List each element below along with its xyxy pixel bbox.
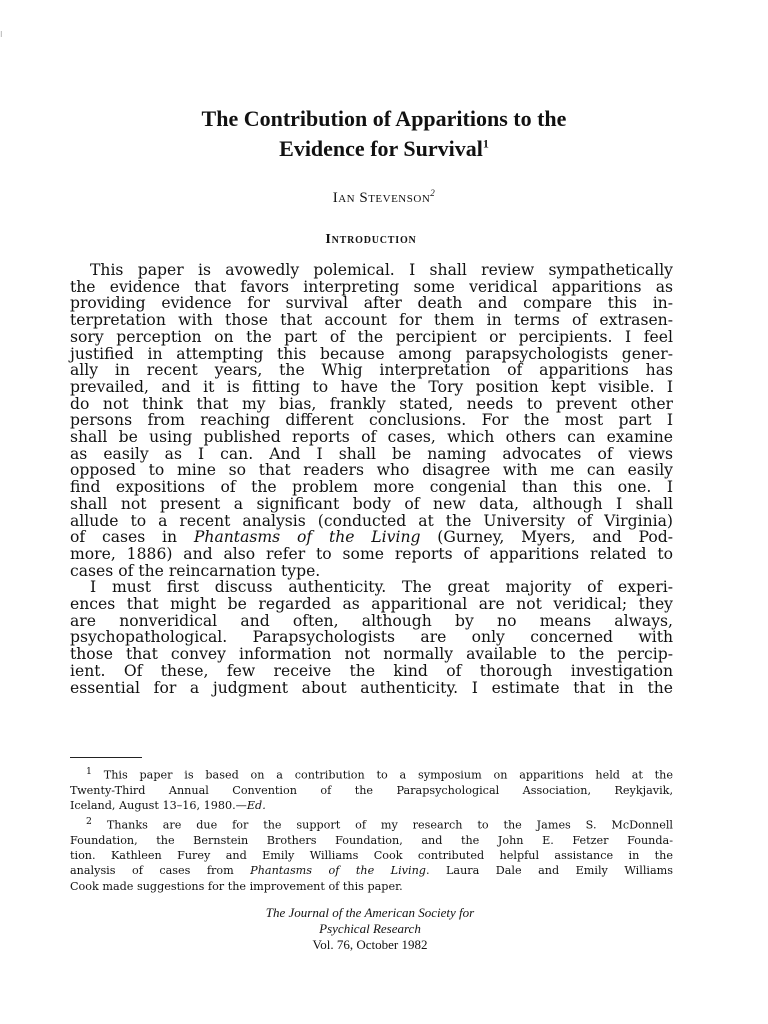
body-line: terpretation with those that account for them in terms of extrasen- <box>70 311 673 330</box>
footnote-1-line: $^1$ This paper is based on a contribution to a symposium on apparitions held at the <box>86 766 673 782</box>
footnote-1-line: Twenty-Third Annual Convention of the Parapsychological Association, Reykjavik, <box>70 784 673 798</box>
footnote-2-line: analysis of cases from Phantasms of the Living. Laura Dale and Emily Williams <box>70 864 673 878</box>
footnote-2-line: $^2$ Thanks are due for the support of my research to the James S. McDonnell <box>86 815 673 832</box>
body-line: prevailed, and it is fitting to have the Tory position kept visible. I <box>70 377 673 396</box>
body-line: the evidence that favors interpreting some veridical apparitions as <box>70 277 673 296</box>
body-text <box>70 262 673 696</box>
title-footnote-marker[interactable]: 1 <box>482 136 489 151</box>
body-line: essential for a judgment about authenticity. I estimate that in the <box>70 678 673 697</box>
body-line: I must first discuss authenticity. The great majority of experi- <box>90 578 673 597</box>
footnote-divider <box>70 757 142 758</box>
author-footnote-marker[interactable]: 2 <box>430 188 436 198</box>
body-line: find expositions of the problem more congenial than this one. I <box>70 478 673 497</box>
body-line: do not think that my bias, frankly stated, needs to prevent other <box>70 394 673 413</box>
body-line: justified in attempting this because among parapsychologists gener- <box>70 344 673 363</box>
author-name: Ian Stevenson$^2$ <box>332 188 436 206</box>
body-line: psychopathological. Parapsychologists are only concerned with <box>70 628 673 647</box>
title-line-2: Evidence for Survival$^1$ <box>279 136 489 161</box>
body-line: cases of the reincarnation type. <box>70 561 321 580</box>
footnote-1-marker: 1 <box>86 766 92 777</box>
editor-note: Ed. <box>246 799 266 813</box>
body-line: are nonveridical and often, although by no means always, <box>70 611 673 630</box>
body-line: shall not present a significant body of new data, although I shall <box>70 494 673 513</box>
footnote-2-line: tion. Kathleen Furey and Emily Williams Cook contributed helpful assistance in the <box>70 848 673 862</box>
body-line: ally in recent years, the Whig interpretation of apparitions has <box>70 361 673 380</box>
footnote-2-line: Cook made suggestions for the improvement of this paper. <box>70 879 403 893</box>
section-heading: Introduction <box>325 232 417 247</box>
body-line: persons from reaching different conclusions. For the most part I <box>70 411 673 430</box>
body-line-with-italic: of cases in Phantasms of the Living (Gurney, Myers, and Pod- <box>70 528 674 547</box>
body-line: ient. Of these, few receive the kind of thorough investigation <box>70 661 673 680</box>
body-line: those that convey information not normally available to the percip- <box>70 645 673 664</box>
journal-citation <box>0 905 740 953</box>
body-line: This paper is avowedly polemical. I shall review sympathetically <box>90 261 673 279</box>
body-line: sory perception on the part of the percipient or percipients. I feel <box>70 327 673 346</box>
footnote-2-marker: 2 <box>86 815 92 827</box>
body-line: as easily as I can. And I shall be naming advocates of views <box>70 444 673 463</box>
body-line: ences that might be regarded as apparitional are not veridical; they <box>70 595 673 614</box>
italic-book-title: Phantasms of the Living <box>250 864 426 878</box>
footnote-2-line: Foundation, the Bernstein Brothers Foundation, and the John E. Fetzer Founda- <box>70 833 673 847</box>
italic-book-title: Phantasms of the Living <box>193 528 421 547</box>
footnote-1-line: Iceland, August 13–16, 1980.—Ed. <box>70 799 266 813</box>
body-line: shall be using published reports of cases, which others can examine <box>70 428 673 447</box>
body-line: opposed to mine so that readers who disagree with me can easily <box>70 461 673 480</box>
scan-edge-mark: ⁝ <box>0 30 3 39</box>
journal-line-2: Psychical Research Vol. 76, October 1982 <box>312 921 428 952</box>
body-line: providing evidence for survival after death and compare this in- <box>70 294 673 313</box>
title-line-1: The Contribution of Apparitions to the <box>201 106 567 131</box>
body-line: more, 1886) and also refer to some reports of apparitions related to <box>70 544 673 563</box>
body-line: allude to a recent analysis (conducted at the University of Virginia) <box>70 511 673 530</box>
article-title <box>70 104 698 164</box>
footnotes <box>70 764 673 894</box>
journal-line-1: The Journal of the American Society for <box>265 905 475 920</box>
